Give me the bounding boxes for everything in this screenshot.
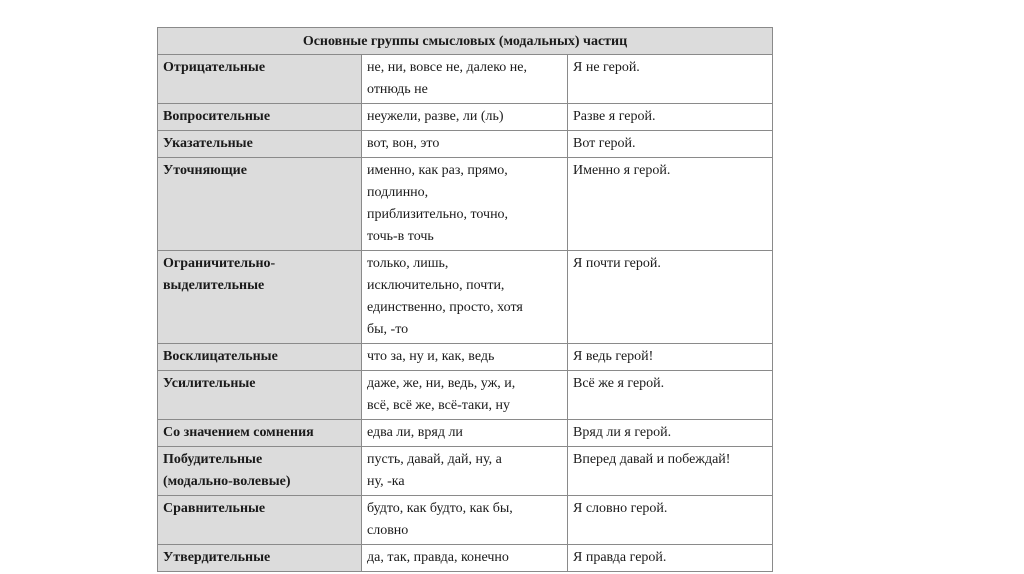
group-cell: Указательные bbox=[158, 131, 362, 158]
particles-cell: даже, же, ни, ведь, уж, и, всё, всё же, всё-таки, ну bbox=[362, 371, 568, 420]
example-cell: Разве я герой. bbox=[568, 104, 773, 131]
table-title: Основные группы смысловых (модальных) частиц bbox=[158, 28, 773, 55]
particles-cell: да, так, правда, конечно bbox=[362, 545, 568, 572]
particles-cell: едва ли, вряд ли bbox=[362, 420, 568, 447]
group-cell: Уточняющие bbox=[158, 158, 362, 251]
table-row bbox=[158, 55, 773, 104]
example-cell: Вперед давай и побеждай! bbox=[568, 447, 773, 496]
particles-cell: только, лишь, исключительно, почти, единственно, просто, хотя бы, -то bbox=[362, 251, 568, 344]
example-cell: Я словно герой. bbox=[568, 496, 773, 545]
table-header-row bbox=[158, 28, 773, 55]
example-cell: Я не герой. bbox=[568, 55, 773, 104]
table-row bbox=[158, 371, 773, 420]
table-row bbox=[158, 131, 773, 158]
example-cell: Я правда герой. bbox=[568, 545, 773, 572]
table-row bbox=[158, 447, 773, 496]
example-cell: Я почти герой. bbox=[568, 251, 773, 344]
particles-cell: неужели, разве, ли (ль) bbox=[362, 104, 568, 131]
group-cell: Ограничительно- выделительные bbox=[158, 251, 362, 344]
group-cell: Усилительные bbox=[158, 371, 362, 420]
table-row bbox=[158, 496, 773, 545]
particles-cell: пусть, давай, дай, ну, а ну, -ка bbox=[362, 447, 568, 496]
example-cell: Всё же я герой. bbox=[568, 371, 773, 420]
table-row bbox=[158, 104, 773, 131]
table-row bbox=[158, 158, 773, 251]
particles-cell: не, ни, вовсе не, далеко не, отнюдь не bbox=[362, 55, 568, 104]
table-row bbox=[158, 251, 773, 344]
particles-cell: что за, ну и, как, ведь bbox=[362, 344, 568, 371]
particles-cell: вот, вон, это bbox=[362, 131, 568, 158]
group-cell: Восклицательные bbox=[158, 344, 362, 371]
example-cell: Вот герой. bbox=[568, 131, 773, 158]
particles-table bbox=[157, 27, 773, 572]
example-cell: Именно я герой. bbox=[568, 158, 773, 251]
example-cell: Вряд ли я герой. bbox=[568, 420, 773, 447]
table-row bbox=[158, 344, 773, 371]
group-cell: Сравнительные bbox=[158, 496, 362, 545]
group-cell: Утвердительные bbox=[158, 545, 362, 572]
table-row bbox=[158, 420, 773, 447]
group-cell: Отрицательные bbox=[158, 55, 362, 104]
group-cell: Со значением сомнения bbox=[158, 420, 362, 447]
group-cell: Вопросительные bbox=[158, 104, 362, 131]
example-cell: Я ведь герой! bbox=[568, 344, 773, 371]
table-row bbox=[158, 545, 773, 572]
particles-cell: именно, как раз, прямо, подлинно, приблизительно, точно, точь-в точь bbox=[362, 158, 568, 251]
particles-cell: будто, как будто, как бы, словно bbox=[362, 496, 568, 545]
group-cell: Побудительные (модально-волевые) bbox=[158, 447, 362, 496]
